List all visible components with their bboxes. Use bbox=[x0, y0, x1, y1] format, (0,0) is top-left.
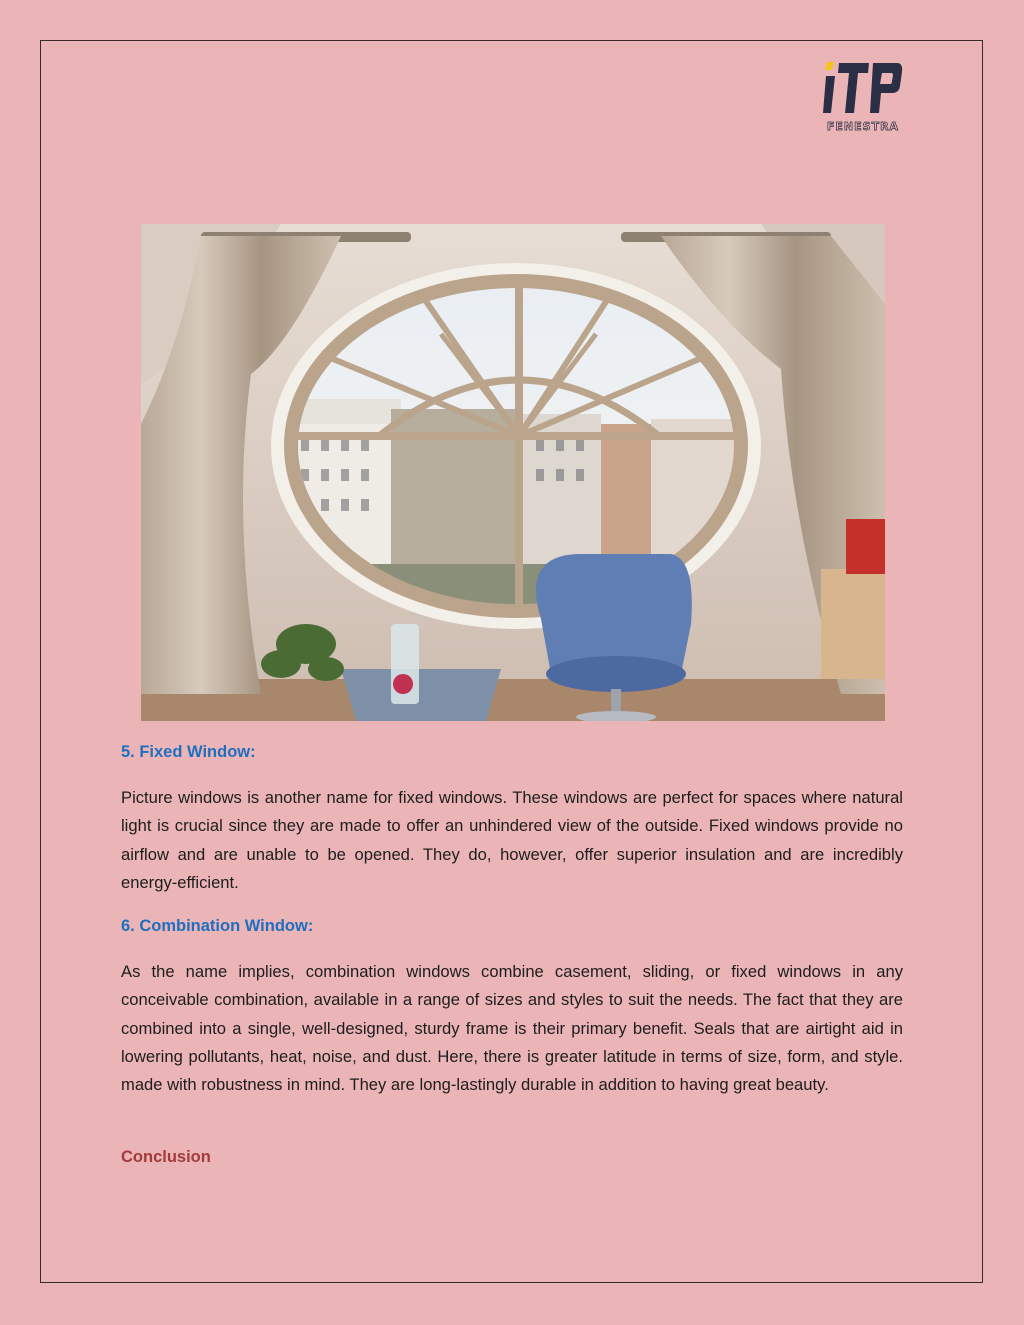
section-body-combination-window: As the name implies, combination windows combine casement, sliding, or fixed windows in any conceivable combination, available in a range of sizes and styles to suit the needs. The fact that they are combined into a single, well-designed, sturdy frame is their primary benefit. Seals that are airtight aid in lowering pollutants, heat, noise, and dust. Here, there is greater latitude in terms of size, form, and style. made with robustness in mind. They are long-lastingly durable in addition to having great beauty. bbox=[121, 962, 903, 1095]
logo-icon bbox=[823, 58, 903, 118]
conclusion-heading: Conclusion bbox=[121, 1148, 211, 1166]
hero-image bbox=[141, 224, 885, 721]
oval-window-photo bbox=[141, 224, 885, 721]
section-heading-combination-window: 6. Combination Window: bbox=[121, 917, 314, 935]
logo-subtext: FENESTRA bbox=[826, 120, 900, 133]
section-heading-fixed-window: 5. Fixed Window: bbox=[121, 743, 256, 761]
section-body-fixed-window: Picture windows is another name for fixed windows. These windows are perfect for spaces where natural light is crucial since they are made to offer an unhindered view of the outside. Fixed windows provide no airflow and are unable to be opened. They do, however, offer superior insulation and are incredibly energy-efficient. bbox=[121, 788, 903, 892]
itp-logo bbox=[823, 58, 903, 134]
